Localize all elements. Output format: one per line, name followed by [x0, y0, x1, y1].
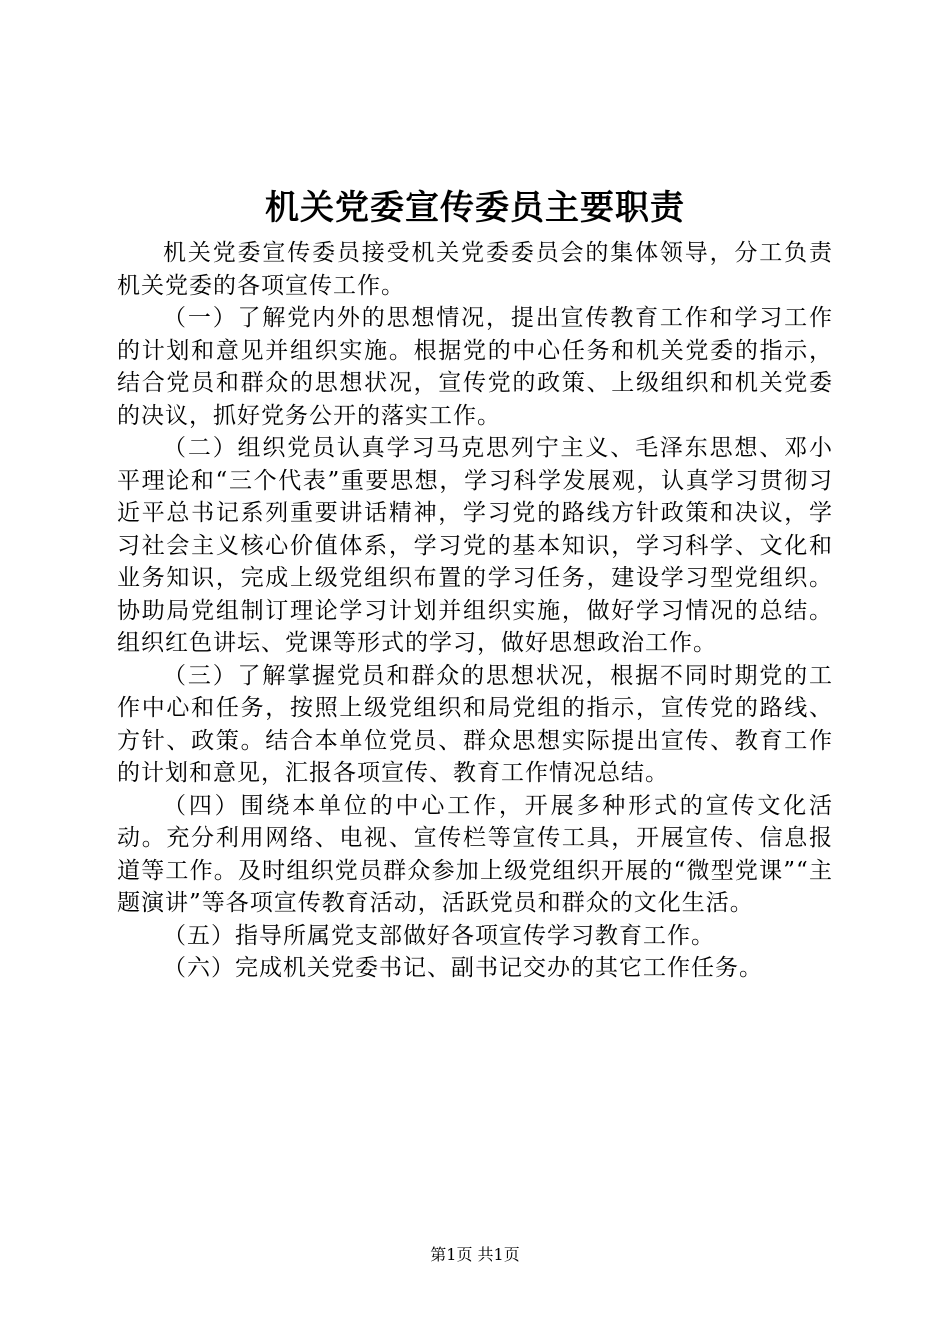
- paragraph-intro: 机关党委宣传委员接受机关党委委员会的集体领导，分工负责机关党委的各项宣传工作。: [117, 240, 833, 299]
- paragraph-item-3: （三）了解掌握党员和群众的思想状况，根据不同时期党的工作中心和任务，按照上级党组织和局党组的指示，宣传党的路线、方针、政策。结合本单位党员、群众思想实际提出宣传、教育工作的计划和意见，汇报各项宣传、教育工作情况总结。: [117, 662, 833, 786]
- paragraph-item-6: （六）完成机关党委书记、副书记交办的其它工作任务。: [163, 955, 763, 981]
- paragraph-item-2: （二）组织党员认真学习马克思列宁主义、毛泽东思想、邓小平理论和“三个代表”重要思想，学习科学发展观，认真学习贯彻习近平总书记系列重要讲话精神，学习党的路线方针政策和决议，学习社会主义核心价值体系，学习党的基本知识，学习科学、文化和业务知识，完成上级党组织布置的学习任务，建设学习型党组织。协助局党组制订理论学习计划并组织实施，做好学习情况的总结。组织红色讲坛、党课等形式的学习，做好思想政治工作。: [117, 435, 833, 656]
- paragraph-item-5: （五）指导所属党支部做好各项宣传学习教育工作。: [163, 922, 715, 949]
- paragraph-item-4: （四）围绕本单位的中心工作，开展多种形式的宣传文化活动。充分利用网络、电视、宣传栏等宣传工具，开展宣传、信息报道等工作。及时组织党员群众参加上级党组织开展的“微型党课”“主题演讲”等各项宣传教育活动，活跃党员和群众的文化生活。: [117, 792, 833, 916]
- page-footer: 第1页 共1页: [430, 1245, 520, 1264]
- document-title: 机关党委宣传委员主要职责: [265, 188, 685, 228]
- document-body: [117, 237, 833, 985]
- paragraph-item-1: （一）了解党内外的思想情况，提出宣传教育工作和学习工作的计划和意见并组织实施。根据党的中心任务和机关党委的指示，结合党员和群众的思想状况，宣传党的政策、上级组织和机关党委的决议，抓好党务公开的落实工作。: [117, 305, 833, 429]
